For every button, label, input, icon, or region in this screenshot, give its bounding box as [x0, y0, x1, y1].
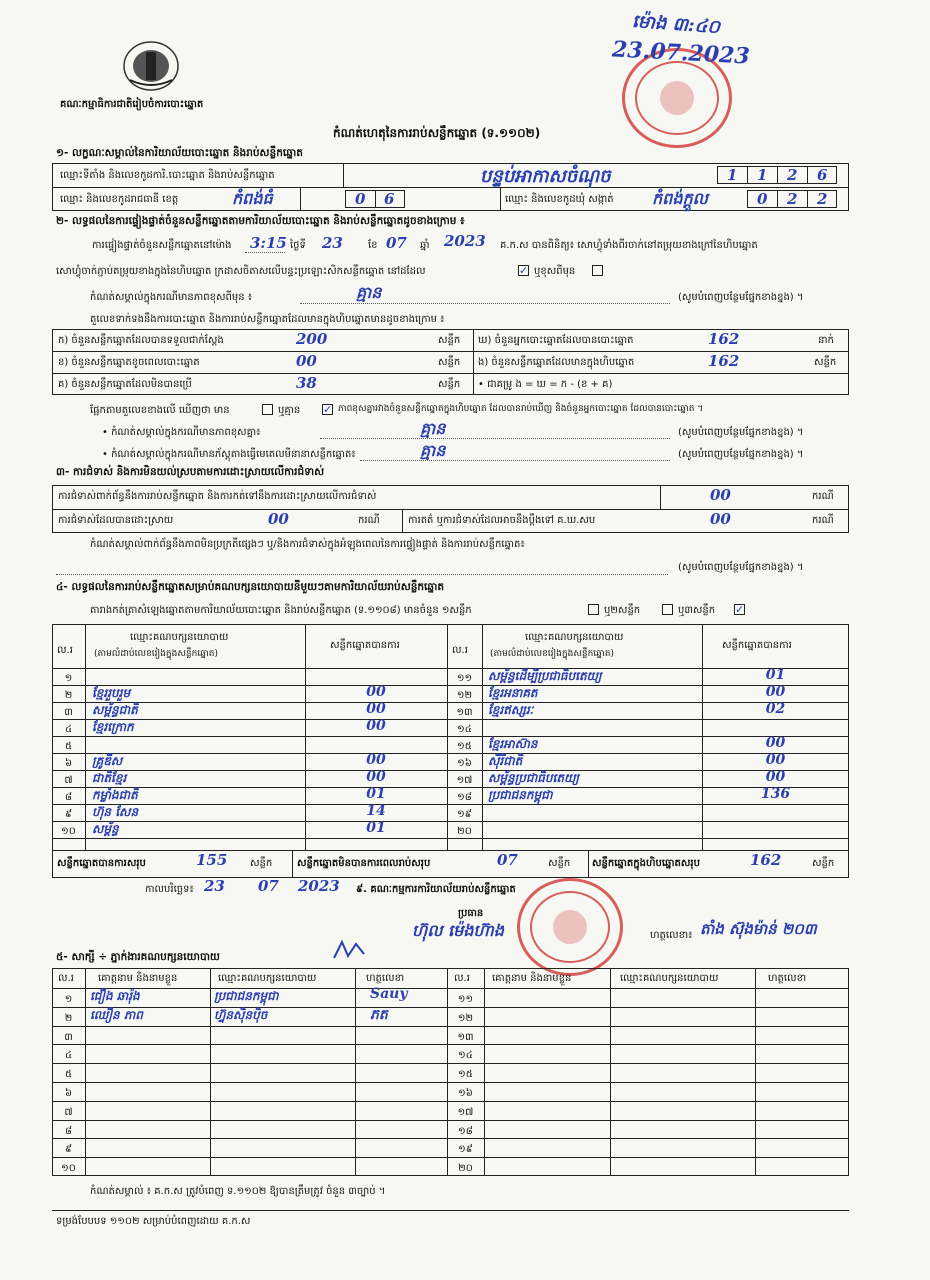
result-row-no: ៤ [64, 724, 73, 735]
witness-col-no-right: ល.រ [454, 973, 470, 984]
form-note: ទម្រង់បែបបទ ១១០២ សម្រាប់បំពេញដោយ គ.ក.ស [56, 1216, 251, 1227]
result-row-party: ខ្មែរអនាគត [488, 686, 538, 700]
place-code-1: 1 [727, 166, 738, 184]
total-box-label: សន្លឹកឆ្នោតក្នុងហិបឆ្នោតសរុប [592, 858, 700, 869]
total-valid: 155 [196, 851, 228, 869]
chair-name: ហ៊ុល ម៉េងហ៊ាង [412, 921, 504, 940]
place-value: បន្ទប់អាកាសចំណុច [480, 166, 611, 187]
counts-intro: តួលេខទាក់ទងនឹងការបោះឆ្នោត និងការរាប់សន្លឹកឆ្នោតដែលមានក្នុងហិបឆ្នោតមានដូចខាងក្រោម ៖ [90, 314, 445, 325]
count-kh-unit: សន្លឹក [438, 357, 461, 368]
date-month: 07 [258, 877, 279, 895]
objection-r1-label: ការជំទាស់ពាក់ព័ន្ធនឹងការរាប់សន្លឹកឆ្នោត និងការកត់ទៅនឹងការដោះស្រាយលើការជំទាស់ [58, 491, 377, 502]
witness-col-name-right: គោត្តនាម និងនាមខ្លួន [492, 973, 572, 984]
witness-row-no: ២ [64, 1013, 73, 1024]
total-box: 162 [750, 851, 782, 869]
count-gh-label: ឃ) ចំនួនអ្នកបោះឆ្នោតដែលបានបោះឆ្នោត [478, 335, 634, 346]
witness-row-name: ឈឿន ភាព [90, 1008, 143, 1022]
diff-value: គ្មាន [420, 419, 446, 438]
commune-code-2: 2 [787, 190, 798, 208]
check-label-d: ឆ្នាំ [420, 240, 430, 251]
fraud-value: គ្មាន [420, 441, 446, 460]
check-year: 2023 [444, 232, 486, 250]
check-label-e: គ.ក.ស បានពិនិត្យ៖ សោហ្វុំទាំងពីរចាក់នៅតម្រុយខាងក្រៅនៃហិបឆ្នោត [500, 240, 758, 251]
note-fill-hint: (សូមបំពេញបន្ថែមផ្នែកខាងខ្នង) ។ [678, 292, 804, 303]
result-row-no: ១០ [61, 826, 76, 837]
witness-col-sign-right: ហត្ថលេខា [768, 973, 807, 984]
section-2-heading: ២- លទ្ធផលនៃការផ្ទៀងផ្ទាត់ចំនួនសន្លឹកឆ្នោតតាមការិយាល័យបោះឆ្នោត និងរាប់សន្លឹកឆ្នោតដូចខាងក្រោម ៖ [56, 215, 465, 227]
count-kh-label: ខ) ចំនួនសន្លឹកឆ្នោតខូចពេលបោះឆ្នោត [58, 357, 200, 368]
result-row-votes: 00 [765, 684, 786, 700]
commune-value: កំពង់ក្ដួល [652, 189, 708, 208]
objection-note: កំណត់សម្គាល់ពាក់ព័ន្ធនឹងភាពមិនប្រក្រតីផ្សេងៗ ឬ/និងការជំទាស់ក្នុងអំឡុងពេលនៃការផ្ទៀងផ្ទាត់ និងការរាប់សន្លឹកឆ្នោត៖ [90, 539, 525, 550]
count-g-value: 38 [296, 374, 317, 392]
result-row-no: ១៣ [456, 707, 473, 718]
witness-col-sign-left: ហត្ថលេខា [366, 973, 405, 984]
witness-row-no: ១០ [61, 1163, 76, 1174]
total-invalid-label: សន្លឹកឆ្នោតមិនបានការពេលរាប់សរុប [297, 858, 431, 869]
results-col-party-left: ឈ្មោះគណបក្សនយោបាយ [130, 632, 229, 643]
result-row-party: ប្រជាជនកម្ពុជា [488, 788, 553, 802]
no-difference-checkbox[interactable]: ✓ [323, 403, 333, 416]
result-row-party: សម្ព័ន្ធដើម្បីប្រជាធិបតេយ្យ [488, 669, 602, 683]
result-row-votes: 01 [765, 667, 786, 683]
result-row-votes: 00 [366, 752, 386, 768]
check-label-c: ខែ [368, 240, 378, 251]
results-col-no-left: ល.រ [57, 645, 73, 656]
stamp-received-date: 23.07.2023 [611, 36, 751, 70]
results-col-party-sub-right: (តាមលំដាប់លេខរៀងក្នុងសន្លឹកឆ្នោត) [490, 649, 614, 659]
check-label-a: ការផ្ទៀងផ្ទាត់ចំនួនសន្លឹកឆ្នោតនៅម៉ោង [92, 240, 232, 251]
result-row-no: ១៦ [457, 758, 472, 769]
result-row-votes: 00 [366, 769, 386, 785]
note-label: កំណត់សម្គាល់ក្នុងករណីមានភាពខុសពីមុន ៖ [90, 292, 253, 303]
result-row-votes: 136 [760, 786, 791, 802]
total-invalid: 07 [497, 851, 518, 869]
objection-r2-value: 00 [268, 510, 289, 528]
result-row-no: ១៧ [456, 775, 473, 786]
result-row-party: ខ្មែររួបរួម [92, 686, 131, 700]
place-code-2: 1 [757, 166, 768, 184]
witness-row-no: ៩ [64, 1144, 73, 1155]
witness-col-party-right: ឈ្មោះគណបក្សនយោបាយ [620, 973, 719, 984]
section-3-heading: ៣- ការជំទាស់ និងការមិនយល់ស្របតាមការដោះស្រាយលើការជំទាស់ [56, 466, 325, 478]
witness-row-no: ១២ [457, 1013, 474, 1024]
objection-r2-unit: ករណី [358, 515, 380, 526]
result-row-party: សម្ព័ន្ធជាតិ [92, 703, 138, 717]
place-label: ឈ្មោះទីតាំង និងលេខកូដការិ.បោះឆ្នោត និងរាប់សន្លឹកឆ្នោត [60, 170, 275, 181]
witness-row-no: ១៨ [458, 1126, 473, 1137]
count-ng-unit: សន្លឹក [814, 357, 837, 368]
diff-fill-hint: (សូមបំពេញបន្ថែមផ្នែកខាងខ្នង) ។ [678, 427, 804, 438]
province-label: ឈ្មោះ និងលេខកូដរាជធានី ខេត្ត [60, 194, 179, 205]
stamp-received-note: ម៉ោង ៣:៤០ [631, 10, 721, 39]
objection-r1-unit: ករណី [812, 491, 834, 502]
witness-row-no: ៨ [64, 1126, 73, 1137]
count-gh-unit: នាក់ [818, 335, 834, 346]
result-row-no: ១៥ [457, 741, 472, 752]
witness-row-no: ៤ [64, 1050, 73, 1061]
count-gh-value: 162 [708, 330, 740, 348]
place-code-4: 6 [817, 166, 828, 184]
result-row-no: ១ [64, 673, 73, 684]
count-kh-value: 00 [296, 352, 317, 370]
result-row-votes: 01 [366, 820, 386, 836]
witness-row-no: ១៩ [458, 1144, 473, 1155]
commune-code-1: 0 [757, 190, 768, 208]
result-row-no: ៣ [64, 707, 73, 718]
committee-label: ៩. គណៈកម្មការការិយាល័យរាប់សន្លឹកឆ្នោត [356, 884, 516, 895]
total-valid-unit: សន្លឹក [250, 858, 273, 869]
signature-mark [330, 938, 370, 962]
count-k-value: 200 [296, 330, 328, 348]
tally-intro: តារាងកត់ត្រាសំឡេងឆ្នោតតាមការិយាល័យបោះឆ្នោត និងរាប់សន្លឹកឆ្នោត (ទ.១១០៨) មានចំនួន ១សន្លឹក [90, 605, 472, 616]
section-1-heading: ១- លក្ខណៈសម្គាល់នៃការិយាល័យបោះឆ្នោត និងរាប់សន្លឹកឆ្នោត [56, 147, 303, 159]
changed-checkbox[interactable] [592, 265, 603, 276]
formula: • ជាគម្រូ ង = ឃ = ក - (ខ + គ) [478, 379, 613, 390]
result-row-no: ៩ [64, 809, 73, 820]
witness-row-no: ១៣ [457, 1032, 474, 1043]
witness-col-party-left: ឈ្មោះគណបក្សនយោបាយ [218, 973, 317, 984]
emblem-icon [122, 40, 180, 92]
count-k-label: ក) ចំនួនសន្លឹកឆ្នោតដែលបានទទួលជាក់ស្ដែង [58, 335, 224, 346]
result-row-votes: 01 [366, 786, 386, 802]
sign-value: តាំង ស៊ុងម៉ាន់ ២០៣ [700, 920, 817, 938]
compare-c: ភាពខុសគ្នារវាងចំនួនសន្លឹកឆ្នោតក្នុងហិបឆ្នោត ដែលបានរាប់ឃើញ និងចំនួនអ្នកបោះឆ្នោត ដែលបានបោះឆ្នោត ។ [338, 404, 704, 414]
total-invalid-unit: សន្លឹក [548, 858, 571, 869]
total-box-unit: សន្លឹក [812, 858, 835, 869]
witness-col-name-left: គោត្តនាម និងនាមខ្លួន [98, 973, 178, 984]
result-row-votes: 00 [765, 735, 786, 751]
result-row-votes: 14 [366, 803, 386, 819]
objection-r2-label: ការជំទាស់ដែលបានដោះស្រាយ [58, 515, 174, 526]
place-code-3: 2 [787, 166, 798, 184]
count-g-label: គ) ចំនួនសន្លឹកឆ្នោតដែលមិនបានប្រើ [58, 379, 192, 390]
check-label-b: ថ្ងៃទី [290, 240, 306, 251]
objection-fill-hint: (សូមបំពេញបន្ថែមផ្នែកខាងខ្នង) ។ [678, 562, 804, 573]
results-col-votes-right: សន្លឹកឆ្នោតបានការ [722, 640, 792, 651]
witness-row-no: ១៤ [458, 1050, 473, 1061]
result-row-party: ខ្មែរឥស្សរៈ [488, 703, 534, 717]
objection-r1-value: 00 [710, 486, 731, 504]
seal-status-line: សោហ្វុំចាក់ភ្ជាប់តម្រុយខាងក្នុងនៃហិបឆ្នោត ក្រដាសចិតាសលើបន្ទះប្រឡោះសិកសន្លឹកឆ្នោត នៅដដែល [56, 266, 426, 277]
result-row-party: ជាតិខ្មែរ [92, 771, 127, 785]
changed-label: ឬខុសពីមុន [534, 266, 576, 277]
witness-row-no: ១៥ [458, 1069, 473, 1080]
witness-row-no: ៧ [64, 1107, 73, 1118]
witness-row-no: ៥ [64, 1069, 73, 1080]
sign-label: ហត្ថលេខា៖ [650, 930, 693, 941]
org-name: គណៈកម្មាធិការជាតិរៀបចំការបោះឆ្នោត [60, 99, 204, 110]
compare-a: ផ្អែកតាមតួលេខខាងលើ ឃើញថា មាន [90, 405, 230, 416]
result-row-party: ហ៊ុន សែន [92, 805, 139, 819]
witness-row-no: ១៦ [458, 1088, 473, 1099]
results-col-votes-left: សន្លឹកឆ្នោតបានការ [330, 640, 400, 651]
objection-r2b-label: ការតត៌ ឬការជំទាស់ដែលអាចនឹងប្ដឹងទៅ គ.ឃ.សប [408, 515, 596, 526]
official-stamp-bottom [517, 878, 623, 976]
province-code-2: 6 [384, 190, 395, 208]
has-difference-checkbox[interactable] [262, 404, 273, 415]
witness-row-no: ៦ [64, 1088, 73, 1099]
date-label: កាលបរិច្ឆេទ៖ [145, 884, 194, 895]
result-row-votes: 00 [366, 701, 386, 717]
three-sheet-label: ឬ៣សន្លឹក [678, 605, 716, 616]
footnote: កំណត់សម្គាល់ ៖ គ.ក.ស ត្រូវបំពេញ ទ.១១០២ ឱ្យបានត្រឹមត្រូវ ចំនួន ៣ច្បាប់ ។ [90, 1186, 386, 1197]
count-g-unit: សន្លឹក [438, 379, 461, 390]
chair-label: ប្រធាន [458, 908, 484, 919]
result-row-party: ខ្មែរក្រោក [92, 720, 134, 734]
results-col-party-sub-left: (តាមលំដាប់លេខរៀងក្នុងសន្លឹកឆ្នោត) [94, 649, 218, 659]
three-sheet-checkbox[interactable]: ✓ [735, 603, 745, 616]
result-row-no: ១១ [456, 673, 473, 684]
result-row-party: ខ្មែរអាស៊ាន [488, 737, 538, 751]
form-title: កំណត់ហេតុនៃការរាប់សន្លឹកឆ្នោត (ទ.១១០២) [333, 126, 541, 140]
date-day: 23 [204, 877, 225, 895]
result-row-no: ២ [64, 690, 73, 701]
province-value: កំពង់ធំ [232, 189, 273, 208]
result-row-party: សម្ព័ន្ធប្រជាធិបតេយ្យ [488, 771, 579, 785]
result-row-party: កម្លាំងជាតិ [92, 788, 138, 802]
province-code-1: 0 [355, 190, 366, 208]
two-sheet-label: ឬ២សន្លឹក [604, 605, 641, 616]
result-row-no: ១៩ [457, 809, 472, 820]
result-row-party: សម្ព័ន្ធ [92, 822, 119, 836]
result-row-no: ៥ [64, 741, 73, 752]
total-valid-label: សន្លឹកឆ្នោតបានការសរុប [57, 858, 146, 869]
commune-label: ឈ្មោះ និងលេខកូដឃុំ សង្កាត់ [505, 194, 614, 205]
result-row-party: ស៊ីរីជាតិ [488, 754, 523, 768]
check-month: 07 [386, 234, 407, 252]
witness-col-no-left: ល.រ [58, 973, 74, 984]
check-time: 3:15 [250, 234, 287, 252]
result-row-party: គ្រូឌីស [92, 754, 123, 768]
note-value: គ្មាន [356, 283, 382, 302]
witness-row-no: ១១ [457, 994, 474, 1005]
result-row-no: ៨ [64, 792, 73, 803]
witness-row-sign: Sauy [370, 986, 408, 1002]
result-row-no: ២០ [457, 826, 472, 837]
result-row-votes: 00 [765, 752, 786, 768]
results-col-party-right: ឈ្មោះគណបក្សនយោបាយ [525, 632, 624, 643]
witness-row-name: ជឿង ឆារ៉ុង [90, 989, 140, 1003]
witness-row-sign: ភត [370, 1007, 388, 1023]
result-row-no: ១២ [456, 690, 473, 701]
diff-label: • កំណត់សម្គាល់ក្នុងករណីមានភាពខុសគ្នា៖ [102, 427, 261, 438]
witness-row-no: ៣ [64, 1032, 73, 1043]
result-row-votes: 00 [765, 769, 786, 785]
witness-row-no: ១៧ [457, 1107, 474, 1118]
witness-row-party: ប្រជាជនកម្ពុជា [214, 989, 279, 1003]
two-sheet-checkbox[interactable] [662, 604, 673, 615]
fraud-fill-hint: (សូមបំពេញបន្ថែមផ្នែកខាងខ្នង) ។ [678, 449, 804, 460]
fraud-label: • កំណត់សម្គាល់ក្នុងករណីមានភ័ស្តុតាងធ្វើមេតេលមីនានាសន្លឹកឆ្នោត៖ [102, 449, 356, 460]
objection-r2b-unit: ករណី [812, 515, 834, 526]
count-ng-label: ង) ចំនួនសន្លឹកឆ្នោតដែលមានក្នុងហិបឆ្នោត [478, 357, 635, 368]
results-col-no-right: ល.រ [452, 645, 468, 656]
compare-b: ឬគ្មាន [278, 405, 301, 416]
same-checkbox[interactable]: ✓ [519, 264, 529, 277]
count-k-unit: សន្លឹក [438, 335, 461, 346]
commune-code-3: 2 [817, 190, 828, 208]
date-year: 2023 [298, 877, 340, 895]
result-row-no: ១៤ [457, 724, 472, 735]
check-day: 23 [322, 234, 343, 252]
witness-row-no: ១ [64, 994, 73, 1005]
objection-r2b-value: 00 [710, 510, 731, 528]
section-4-heading: ៤- លទ្ធផលនៃការរាប់សន្លឹកឆ្នោតសម្រាប់គណបក្សនយោបាយនីមួយៗតាមការិយាល័យរាប់សន្លឹកឆ្នោត [56, 581, 445, 593]
section-5-heading: ៥- សាក្សី ÷ ភ្នាក់ងារគណបក្សនយោបាយ [56, 951, 220, 963]
result-row-votes: 00 [366, 718, 386, 734]
result-row-no: ១៨ [457, 792, 472, 803]
witness-row-no: ២០ [458, 1163, 473, 1174]
count-ng-value: 162 [708, 352, 740, 370]
result-row-votes: 02 [765, 701, 786, 717]
witness-row-party: ហ្វ៊ុនស៊ិនប៉ិច [214, 1008, 268, 1022]
result-row-votes: 00 [366, 684, 386, 700]
result-row-no: ៦ [64, 758, 73, 769]
one-sheet-checkbox[interactable] [588, 604, 599, 615]
result-row-no: ៧ [64, 775, 73, 786]
